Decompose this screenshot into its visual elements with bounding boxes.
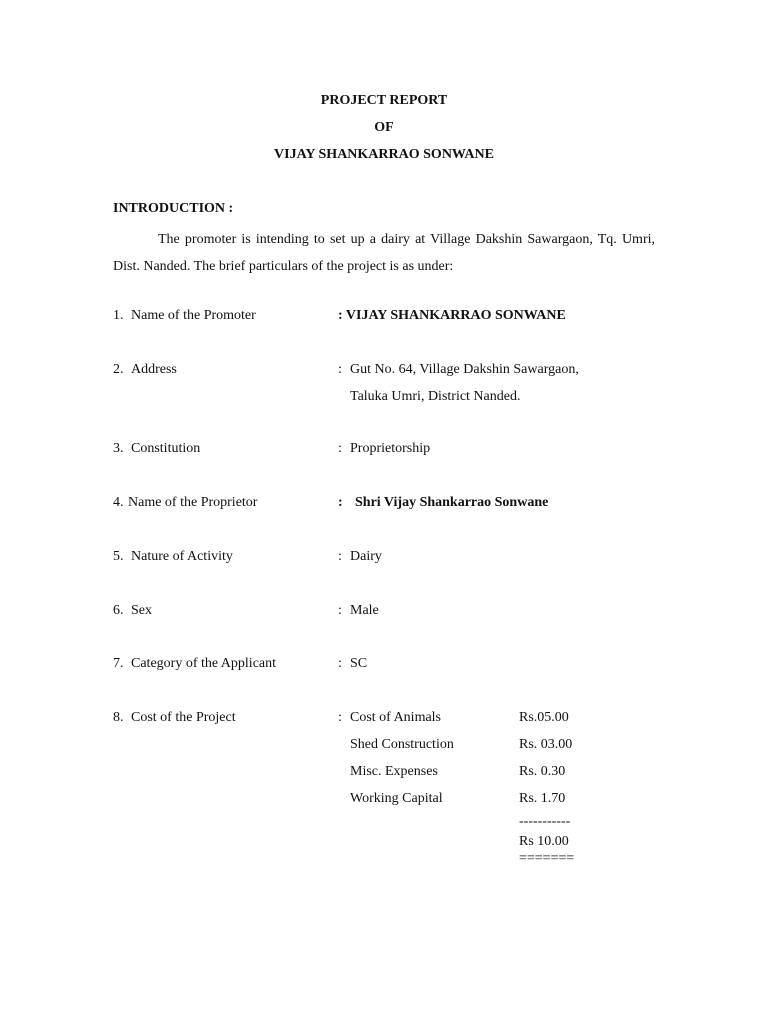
intro-paragraph: The promoter is intending to set up a dairy at Village Dakshin Sawargaon, Tq. Umri, Dist. Nanded. The brief particulars of the project is as under:: [113, 232, 655, 274]
item-colon: :: [338, 495, 343, 510]
cost-item-working-capital: Working Capital: [350, 791, 443, 806]
item-value-address-line2: Taluka Umri, District Nanded.: [350, 389, 521, 404]
item-value-category: SC: [350, 656, 368, 671]
cost-amount-animals: Rs.05.00: [519, 710, 569, 725]
cost-amount-working-capital: Rs. 1.70: [519, 791, 566, 806]
report-title-of: OF: [374, 120, 394, 135]
cost-total: Rs 10.00: [519, 834, 569, 849]
item-number: 7.: [113, 656, 124, 671]
item-label-cost: Cost of the Project: [131, 710, 236, 725]
item-number: 8.: [113, 710, 124, 725]
cost-item-misc: Misc. Expenses: [350, 764, 438, 779]
item-colon: :: [338, 549, 342, 564]
item-colon: :: [338, 656, 342, 671]
cost-amount-misc: Rs. 0.30: [519, 764, 566, 779]
item-value-constitution: Proprietorship: [350, 441, 431, 456]
item-label-constitution: Constitution: [131, 441, 201, 456]
intro-heading: INTRODUCTION :: [113, 201, 234, 216]
item-value-promoter: : VIJAY SHANKARRAO SONWANE: [338, 308, 566, 323]
cost-amount-shed: Rs. 03.00: [519, 737, 573, 752]
item-colon: :: [338, 441, 342, 456]
item-colon: :: [338, 362, 342, 377]
item-label-address: Address: [131, 362, 177, 377]
item-value-activity: Dairy: [350, 549, 382, 564]
item-number: 2.: [113, 362, 124, 377]
item-number: 1.: [113, 308, 124, 323]
item-number: 5.: [113, 549, 124, 564]
item-label-activity: Nature of Activity: [131, 549, 233, 564]
item-label-category: Category of the Applicant: [131, 656, 277, 671]
cost-item-shed: Shed Construction: [350, 737, 454, 752]
item-label-proprietor: Name of the Proprietor: [128, 495, 258, 510]
report-title-name: VIJAY SHANKARRAO SONWANE: [274, 147, 494, 162]
report-title: PROJECT REPORT: [320, 93, 448, 108]
cost-double-rule: =======: [519, 851, 575, 866]
item-label-sex: Sex: [131, 603, 152, 618]
item-value-proprietor: Shri Vijay Shankarrao Sonwane: [355, 495, 549, 510]
item-value-sex: Male: [350, 603, 379, 618]
item-colon: :: [338, 710, 342, 725]
item-number: 6.: [113, 603, 124, 618]
item-value-address-line1: Gut No. 64, Village Dakshin Sawargaon,: [350, 362, 579, 377]
item-number: 4.: [113, 495, 124, 510]
item-label-promoter: Name of the Promoter: [131, 308, 256, 323]
item-colon: :: [338, 603, 342, 618]
cost-separator: -----------: [519, 814, 571, 829]
item-number: 3.: [113, 441, 124, 456]
cost-item-animals: Cost of Animals: [350, 710, 442, 725]
